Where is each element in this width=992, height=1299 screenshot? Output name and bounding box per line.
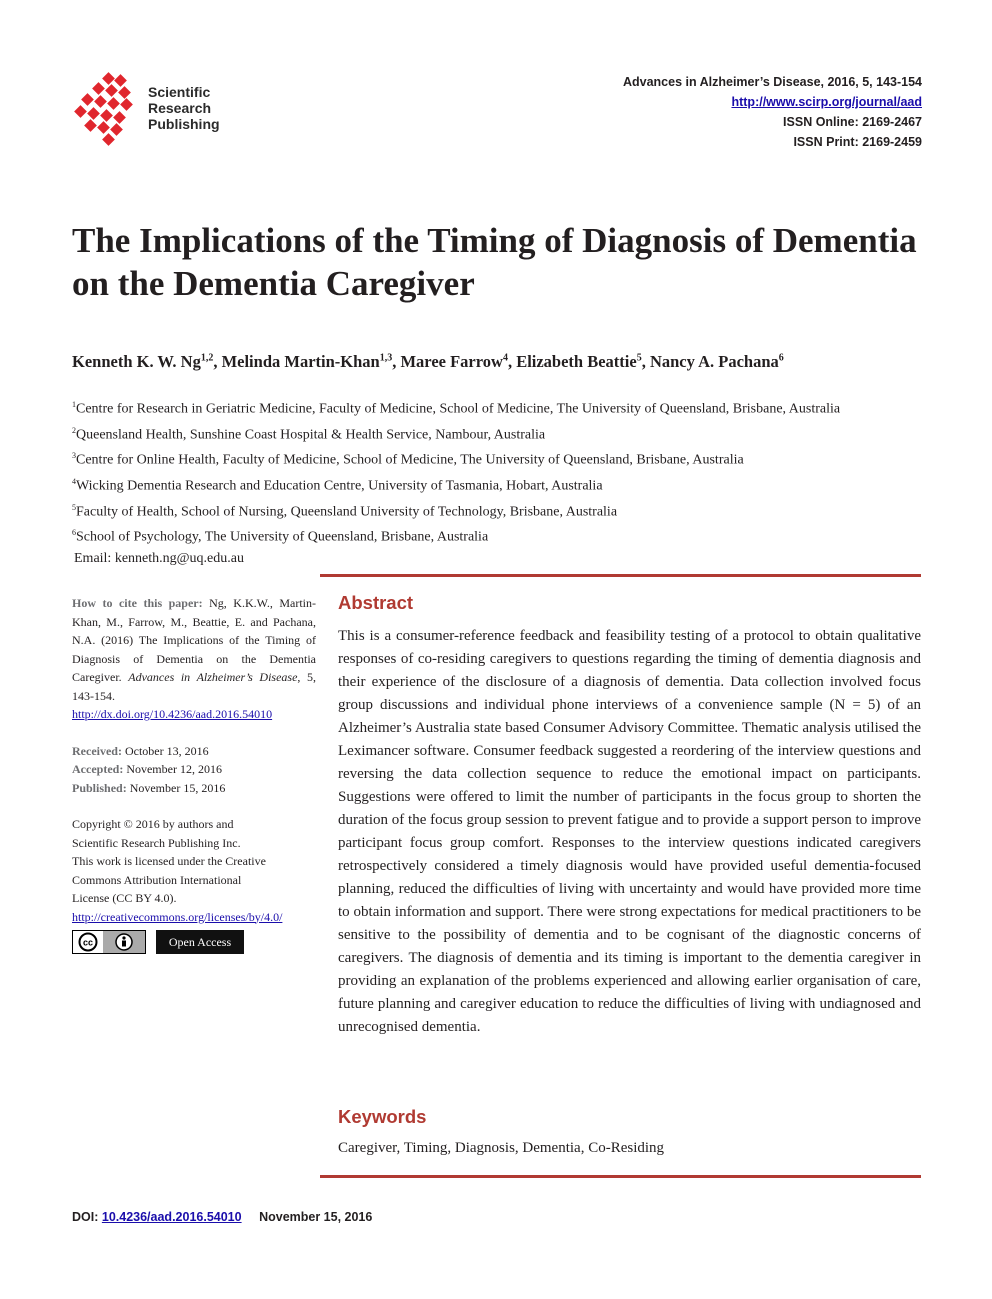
keywords-text: Caregiver, Timing, Diagnosis, Dementia, Co-Residing [338, 1140, 665, 1156]
by-attribution-icon [103, 931, 145, 953]
publisher-logo-icon [74, 72, 146, 148]
abstract-bottom-rule [320, 1175, 921, 1178]
published-date: November 15, 2016 [129, 780, 226, 795]
author-separator: , [641, 352, 650, 371]
author-affiliation-marker: 1,2 [200, 352, 214, 364]
license-line3: License (CC BY 4.0). [72, 891, 177, 905]
cite-text: Ng, K.K.W., Martin-Khan, M., Farrow, M., Beattie, E. and Pachana, N.A. (2016) The Implications of the Timing of Diagnosis of Dementia on the Dementia Caregiver. [72, 596, 316, 684]
copyright-line2: Scientific Research Publishing Inc. [72, 835, 241, 850]
publisher-name-line2: Research [148, 100, 212, 116]
copyright-block [72, 815, 316, 926]
affiliation-text: Faculty of Health, School of Nursing, Queensland University of Technology, Brisbane, Australia [76, 504, 618, 520]
page-footer [72, 1210, 372, 1224]
author-list [72, 352, 784, 372]
copyright-line1: Copyright © 2016 by authors and [72, 817, 234, 831]
citation-block [72, 594, 316, 724]
corresponding-email: Email: kenneth.ng@uq.edu.au [74, 550, 244, 566]
accepted-date: November 12, 2016 [126, 762, 222, 776]
article-dates [72, 742, 316, 798]
author-affiliation-marker: 5 [636, 352, 642, 364]
publisher-name [148, 84, 220, 132]
license-line2: Commons Attribution International [72, 872, 242, 887]
issn-print: ISSN Print: 2169-2459 [793, 135, 922, 149]
received-date: October 13, 2016 [124, 743, 209, 758]
cc-by-badge[interactable] [72, 930, 146, 954]
footer-date: November 15, 2016 [259, 1210, 373, 1224]
author-name: Kenneth K. W. Ng [72, 352, 201, 371]
affiliation-number: 2 [72, 425, 76, 435]
keywords-heading: Keywords [338, 1106, 427, 1127]
affiliation-number: 5 [72, 502, 76, 512]
author-affiliation-marker: 1,3 [379, 352, 393, 364]
affiliation-number: 1 [72, 400, 76, 409]
abstract-heading: Abstract [338, 592, 414, 613]
journal-citation: Advances in Alzheimer’s Disease, 2016, 5, 143-154 [622, 75, 922, 89]
publisher-name-line3: Publishing [148, 116, 220, 132]
cite-journal: Advances in Alzheimer’s Disease [128, 670, 298, 684]
paper-title: The Implications of the Timing of Diagnosis of Dementia on the Dementia Caregiver [72, 221, 917, 303]
author-name: Nancy A. Pachana [649, 352, 779, 371]
abstract-top-rule [320, 574, 921, 577]
author-affiliation-marker: 4 [502, 352, 508, 364]
doi-label: DOI: [72, 1210, 99, 1224]
doi-link[interactable]: 10.4236/aad.2016.54010 [101, 1210, 242, 1224]
abstract-text: This is a consumer-reference feedback and feasibility testing of a protocol to obtain qualitative responses of co-residing caregivers to questions regarding the timing of dementia diagnosis and their experience of the disclosure of a diagnosis of dementia. Data collection involved focus group discussions and individual phone interviews of a convenience sample (N = 5) of an Alzheimer’s Australia state based Consumer Advisory Committee. Thematic analysis utilised the Leximancer software. Consumer feedback suggested a reordering of the interview questions and reversing the data collection sequence to reduce the emotional impact on participants. Suggestions were offered to limit the number of participants in the focus group to shorten the duration of the focus group session to prevent fatigue and to provide a support person to improve participant focus group comfort. Responses to the interview questions indicated caregivers retrospectively considered a timely diagnosis would have provided useful dementia-focused planning, reduced the difficulties of living with uncertainty and would have provided more time to obtain information and support. There were strong expectations for medical practitioners to be sensitive to the possibility of dementia and to be cognisant of the diagnostic concerns of caregivers. The diagnosis of dementia and its timing is important to the dementia caregiver in providing an explanation of the problems experienced and allowing earlier organisation of care, future planning and caregiver education to reduce the difficulties of living with undiagnosed and unrecognised dementia. [338, 628, 921, 1035]
publisher-name-line1: Scientific [148, 84, 211, 100]
publisher-logo [74, 72, 244, 148]
affiliation-text: Centre for Research in Geriatric Medicine, Faculty of Medicine, School of Medicine, The University of Queensland, Brisbane, Australia [76, 401, 841, 417]
affiliation-item [72, 420, 942, 446]
license-line1: This work is licensed under the Creative [72, 854, 266, 868]
affiliation-list [72, 394, 942, 569]
affiliation-item [72, 445, 942, 471]
cite-label: How to cite this paper: [72, 596, 203, 610]
open-access-badge: Open Access [156, 930, 244, 954]
issn-online: ISSN Online: 2169-2467 [783, 115, 922, 129]
author-separator: , [213, 352, 222, 371]
cc-icon [73, 931, 103, 953]
license-badges [72, 930, 316, 954]
published-label: Published: [72, 780, 127, 795]
svg-text:cc: cc [82, 937, 94, 948]
article-info-sidebar [72, 594, 316, 954]
affiliation-number: 4 [72, 476, 76, 486]
affiliation-text: Queensland Health, Sunshine Coast Hospital & Health Service, Nambour, Australia [76, 427, 546, 443]
accepted-label: Accepted: [72, 762, 124, 776]
author-name: Maree Farrow [400, 352, 503, 371]
cite-doi-link[interactable]: http://dx.doi.org/10.4236/aad.2016.54010 [72, 707, 273, 721]
affiliation-text: School of Psychology, The University of Queensland, Brisbane, Australia [76, 529, 489, 545]
author-separator: , [392, 352, 401, 371]
affiliation-number: 3 [72, 451, 76, 461]
received-label: Received: [72, 743, 122, 758]
journal-url-link[interactable]: http://www.scirp.org/journal/aad [731, 95, 922, 109]
license-link[interactable]: http://creativecommons.org/licenses/by/4.0/ [72, 909, 283, 924]
affiliation-item [72, 394, 942, 420]
affiliation-text: Centre for Online Health, Faculty of Medicine, School of Medicine, The University of Queensland, Brisbane, Australia [76, 452, 744, 468]
journal-info [623, 72, 922, 152]
author-name: Elizabeth Beattie [516, 352, 637, 371]
affiliation-number: 6 [72, 528, 76, 538]
author-name: Melinda Martin-Khan [221, 352, 380, 371]
author-affiliation-marker: 6 [778, 352, 784, 364]
affiliation-item [72, 471, 942, 497]
author-separator: , [507, 352, 517, 371]
affiliation-item [72, 497, 942, 523]
affiliation-item [72, 522, 942, 548]
cite-volume: , 5, 143-154. [72, 670, 317, 703]
affiliation-text: Wicking Dementia Research and Education Centre, University of Tasmania, Hobart, Australia [76, 478, 603, 494]
